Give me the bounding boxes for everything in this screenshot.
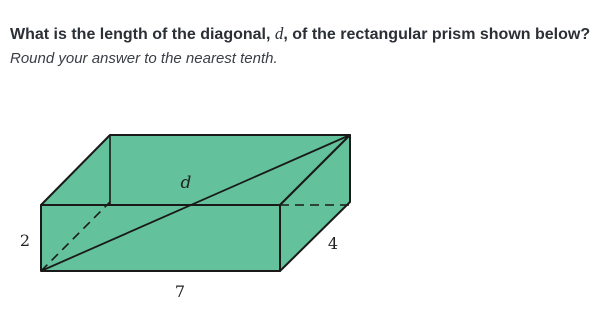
length-label: 7 xyxy=(174,282,186,301)
height-label: 2 xyxy=(19,231,31,250)
rounding-instruction: Round your answer to the nearest tenth. xyxy=(10,50,278,67)
diagonal-label: d xyxy=(180,173,192,193)
diagonal-variable: d xyxy=(274,24,284,43)
depth-label: 4 xyxy=(327,234,339,253)
question-prefix: What is the length of the diagonal, xyxy=(10,26,275,43)
prism-front-face xyxy=(41,205,280,271)
question-suffix: , of the rectangular prism shown below? xyxy=(283,26,591,43)
